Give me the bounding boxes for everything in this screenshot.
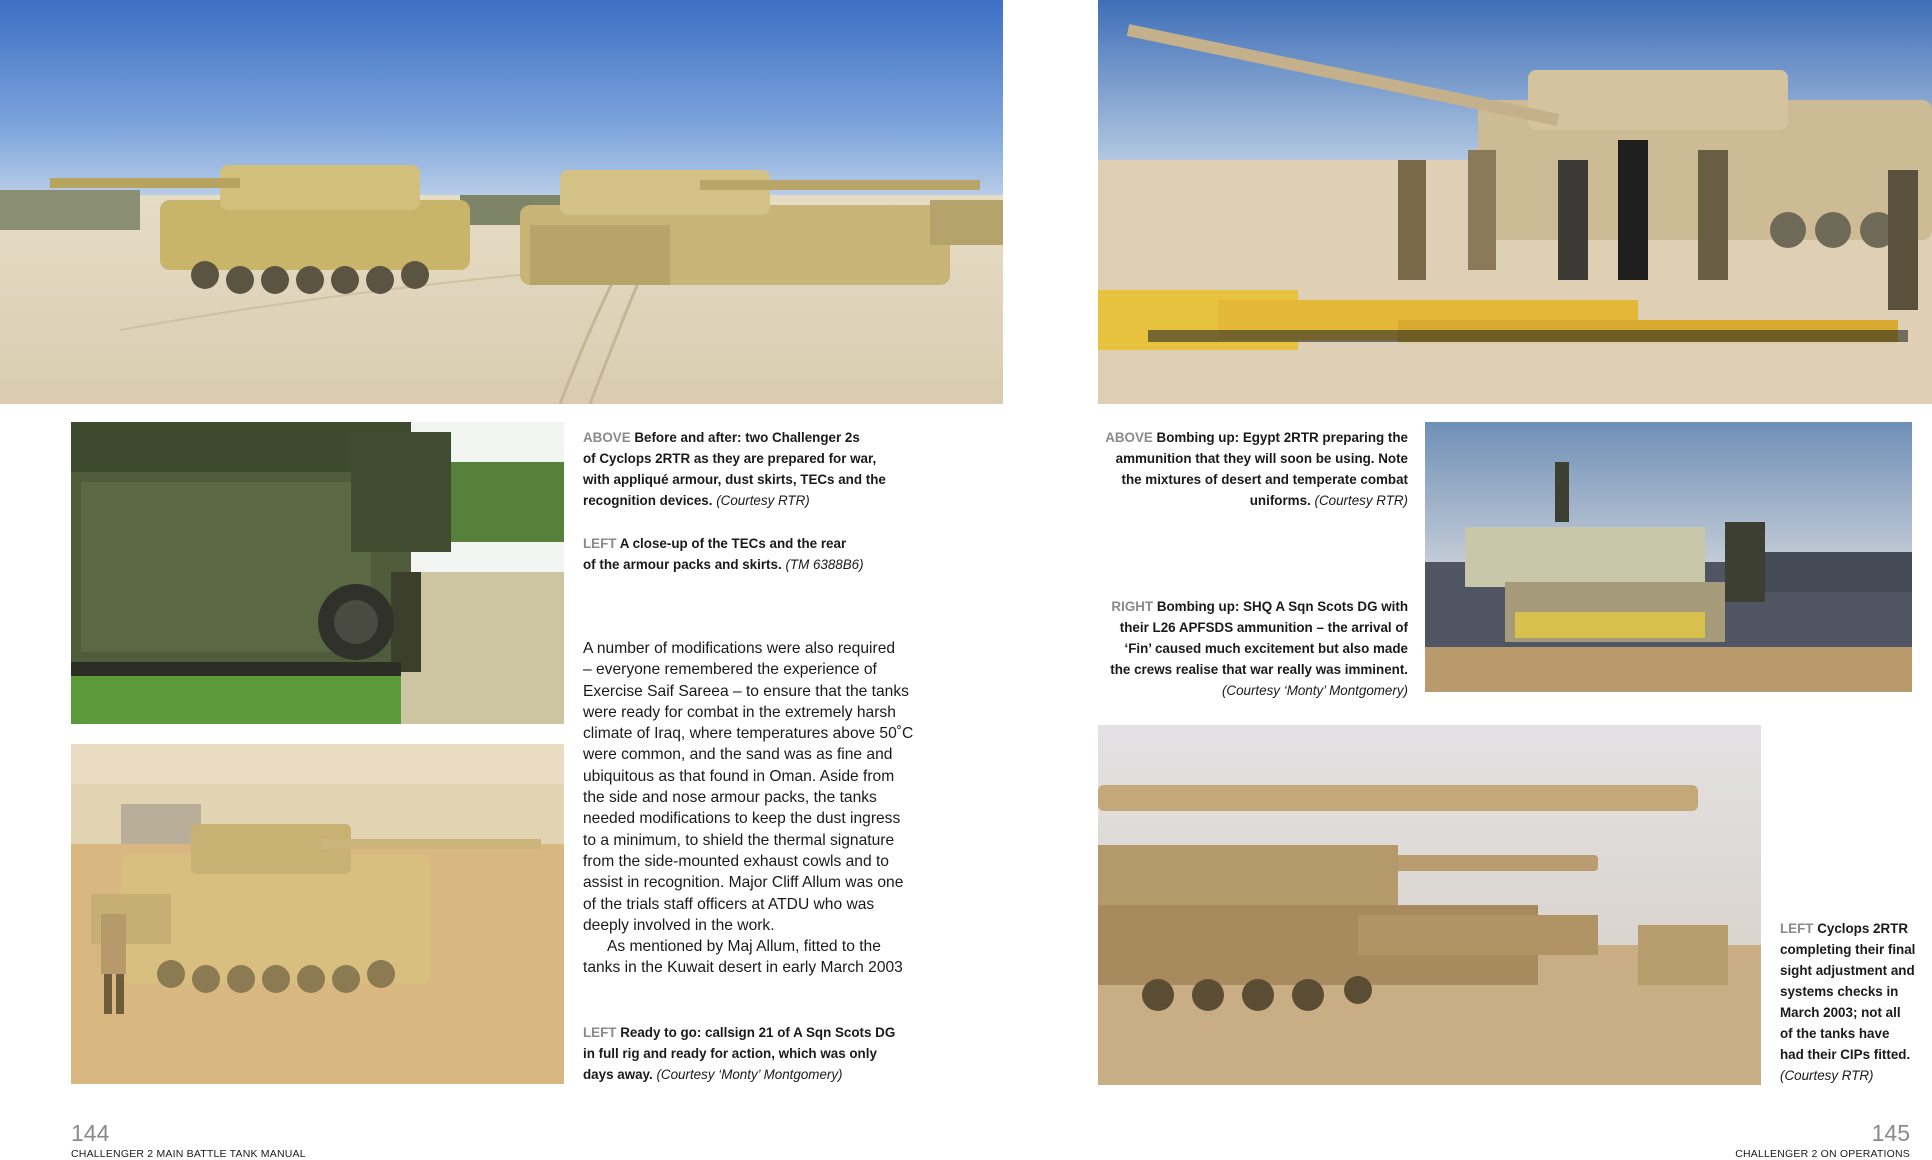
- caption-label: RIGHT: [1111, 599, 1154, 614]
- body-line: tanks in the Kuwait desert in early March 2003: [583, 959, 903, 977]
- photo-tank-tec-closeup: [71, 422, 564, 724]
- caption-label: ABOVE: [1105, 430, 1153, 445]
- body-line: the side and nose armour packs, the tanks: [583, 789, 877, 807]
- body-line: As mentioned by Maj Allum, fitted to the: [607, 938, 881, 956]
- caption-right-shq: [1090, 596, 1408, 701]
- caption-line: A close-up of the TECs and the rear: [619, 536, 847, 551]
- body-line: – everyone remembered the experience of: [583, 661, 877, 679]
- body-text: [583, 638, 923, 979]
- body-line: were ready for combat in the extremely harsh: [583, 703, 896, 721]
- caption-line: March 2003; not all: [1780, 1005, 1901, 1020]
- body-line: A number of modifications were also required: [583, 640, 896, 657]
- caption-line: had their CIPs fitted.: [1780, 1047, 1911, 1062]
- caption-line: sight adjustment and: [1780, 963, 1915, 978]
- caption-credit: (TM 6388B6): [785, 557, 864, 572]
- caption-line: of the armour packs and skirts.: [583, 557, 782, 572]
- body-line: were common, and the sand was as fine and: [583, 746, 893, 764]
- caption-line: of the tanks have: [1780, 1026, 1890, 1041]
- caption-credit: (Courtesy ‘Monty’ Montgomery): [1221, 683, 1408, 698]
- caption-line: systems checks in: [1780, 984, 1899, 999]
- caption-line: Cyclops 2RTR: [1817, 921, 1908, 936]
- caption-line: Bombing up: SHQ A Sqn Scots DG with: [1156, 599, 1408, 614]
- photo-shq-scots-dg: [1425, 422, 1912, 692]
- caption-line: days away.: [583, 1067, 653, 1082]
- caption-line: recognition devices.: [583, 493, 713, 508]
- body-line: needed modifications to keep the dust ingress: [583, 810, 901, 828]
- caption-left-cyclops: [1780, 918, 1930, 1086]
- caption-line: the crews realise that war really was imminent.: [1110, 662, 1408, 677]
- caption-line: of Cyclops 2RTR as they are prepared for war,: [583, 451, 877, 466]
- body-line: climate of Iraq, where temperatures above 50˚C: [583, 725, 914, 743]
- running-head-right: CHALLENGER 2 ON OPERATIONS: [1735, 1148, 1910, 1160]
- caption-line: the mixtures of desert and temperate combat: [1121, 472, 1408, 487]
- body-line: ubiquitous as that found in Oman. Aside from: [583, 767, 895, 785]
- caption-line: Ready to go: callsign 21 of A Sqn Scots DG: [620, 1025, 896, 1040]
- caption-left-tecs: [583, 533, 913, 575]
- caption-credit: (Courtesy ‘Monty’ Montgomery): [656, 1067, 843, 1082]
- body-line: to a minimum, to shield the thermal signature: [583, 831, 895, 849]
- caption-line: ‘Fin’ caused much excitement but also made: [1124, 641, 1408, 656]
- caption-above-right: [1090, 427, 1408, 511]
- body-line: of the trials staff officers at ATDU who was: [583, 895, 875, 913]
- body-line: assist in recognition. Major Cliff Allum was one: [583, 874, 904, 892]
- photo-tanks-before-after: [0, 0, 1003, 404]
- photo-cyclops-tanks-line: [1098, 725, 1761, 1085]
- caption-above-left: [583, 427, 913, 511]
- page-number-left: 144: [71, 1120, 110, 1146]
- caption-label: ABOVE: [583, 430, 631, 445]
- caption-line: in full rig and ready for action, which was only: [583, 1046, 877, 1061]
- caption-left-ready: [583, 1022, 923, 1085]
- page-number-right: 145: [1871, 1120, 1910, 1146]
- caption-line: completing their final: [1780, 942, 1916, 957]
- caption-line: their L26 APFSDS ammunition – the arrival of: [1119, 620, 1408, 635]
- caption-label: LEFT: [583, 1025, 617, 1040]
- caption-credit: (Courtesy RTR): [716, 493, 810, 508]
- caption-credit: (Courtesy RTR): [1780, 1068, 1874, 1083]
- caption-credit: (Courtesy RTR): [1314, 493, 1408, 508]
- caption-label: LEFT: [1780, 921, 1814, 936]
- running-head-left: CHALLENGER 2 MAIN BATTLE TANK MANUAL: [71, 1148, 306, 1160]
- body-line: from the side-mounted exhaust cowls and to: [583, 852, 889, 870]
- caption-line: uniforms.: [1249, 493, 1311, 508]
- body-line: deeply involved in the work.: [583, 916, 775, 934]
- caption-line: Bombing up: Egypt 2RTR preparing the: [1156, 430, 1408, 445]
- body-line: Exercise Saif Sareea – to ensure that the tanks: [583, 682, 909, 700]
- photo-tank-callsign-21: [71, 744, 564, 1084]
- photo-bombing-up-egypt: [1098, 0, 1932, 404]
- caption-label: LEFT: [583, 536, 617, 551]
- caption-line: with appliqué armour, dust skirts, TECs and the: [583, 472, 886, 487]
- caption-line: Before and after: two Challenger 2s: [634, 430, 860, 445]
- caption-line: ammunition that they will soon be using. Note: [1115, 451, 1408, 466]
